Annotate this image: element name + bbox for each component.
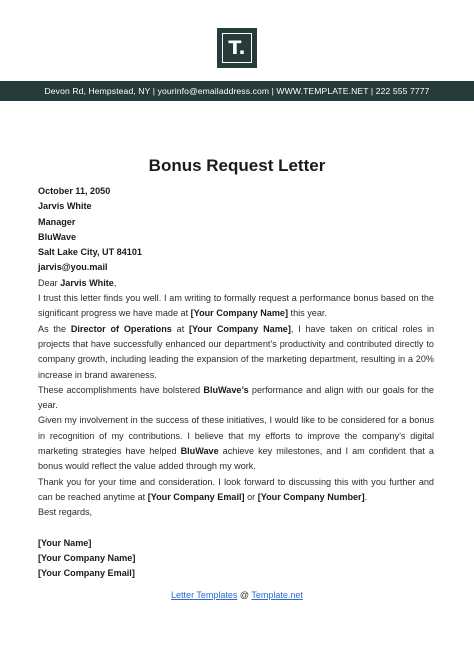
signature-company: [Your Company Name]: [38, 553, 136, 564]
recipient-email: jarvis@you.mail: [38, 262, 108, 273]
closing: Best regards,: [38, 507, 93, 518]
p5-email-placeholder: [Your Company Email]: [147, 491, 245, 502]
footer: [0, 590, 474, 600]
letter-date: October 11, 2050: [38, 186, 111, 196]
p5-text-a: Thank you for your time and consideration. I look forward to discussing this with you further and can be reached anytime at: [38, 476, 434, 502]
recipient-company: BluWave: [38, 231, 77, 242]
p3-text-a: These accomplishments have bolstered: [38, 384, 204, 395]
p1-company-placeholder: [Your Company Name]: [190, 308, 289, 319]
p5-text-c: or: [244, 491, 258, 502]
salutation-name: Jarvis White: [60, 277, 114, 288]
paragraph-intro: [38, 291, 434, 322]
p4-text-a: Given my involvement in the success of these initiatives, I would like to be considered for a bonus in recognition of my contributions. I believe that my efforts to improve the company’s digital marketing strategies have helped: [38, 415, 434, 457]
salutation: [38, 276, 434, 291]
contact-header-bar: [0, 81, 474, 101]
signature-email: [Your Company Email]: [38, 568, 135, 579]
logo-mark: [222, 33, 252, 63]
salutation-suffix: ,: [113, 277, 117, 288]
contact-line: Devon Rd, Hempstead, NY | yourinfo@emailaddress.com | WWW.TEMPLATE.NET | 222 555 7777: [44, 86, 430, 96]
p4-company: BluWave: [180, 446, 219, 457]
signature-spacer: [38, 521, 434, 536]
paragraph-thanks: [38, 475, 434, 506]
footer-separator: @: [237, 590, 252, 600]
p5-text-e: .: [364, 491, 368, 502]
p2-text-e: , I have taken on critical roles in projects that have successfully enhanced our department’s productivity and contributed directly to company growth, including leading the expansion of the marketing department, resulting in a 20% increase in brand awareness.: [38, 323, 435, 380]
signature-name: [Your Name]: [38, 537, 92, 548]
recipient-city: Salt Lake City, UT 84101: [38, 247, 142, 258]
letter-body: [38, 184, 434, 582]
logo-letter: T.: [228, 36, 246, 59]
p2-text-a: As the: [38, 323, 71, 334]
p3-text-c: performance and align with our goals for the year.: [38, 384, 434, 411]
template-net-link[interactable]: Template.net: [251, 590, 303, 600]
p2-text-c: at: [171, 323, 190, 334]
p1-text-a: I trust this letter finds you well. I am writing to formally request a performance bonus based on the significant progress we have made at: [38, 293, 434, 319]
letter-title: Bonus Request Letter: [148, 156, 326, 175]
brand-logo: [217, 28, 257, 68]
paragraph-role: [38, 322, 434, 383]
p2-role: Director of Operations: [70, 323, 172, 334]
paragraph-request: [38, 413, 434, 474]
recipient-name: Jarvis White: [38, 201, 92, 212]
p1-text-c: this year.: [288, 308, 327, 319]
p4-text-c: achieve key milestones, and I am confident that a bonus would reflect the value added through my work.: [38, 446, 434, 472]
recipient-title: Manager: [38, 216, 76, 227]
paragraph-accomplishments: [38, 383, 434, 414]
p3-company: BluWave’s: [203, 384, 249, 395]
p5-number-placeholder: [Your Company Number]: [257, 491, 365, 502]
letter-templates-link[interactable]: Letter Templates: [171, 590, 238, 600]
p2-company-placeholder: [Your Company Name]: [189, 323, 291, 334]
salutation-prefix: Dear: [38, 277, 61, 288]
